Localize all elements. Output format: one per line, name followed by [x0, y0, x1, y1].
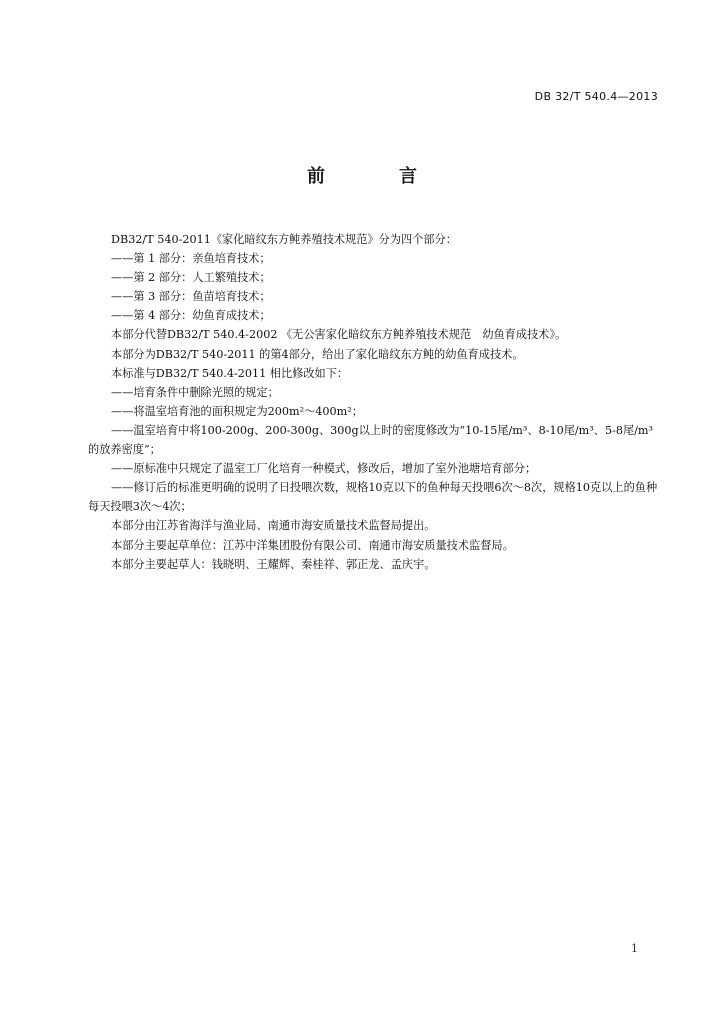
change-item-outdoor-pond: ——原标准中只规定了温室工厂化培育一种模式，修改后，增加了室外池塘培育部分；: [111, 462, 537, 476]
list-item-part-4: ——第 4 部分：幼鱼育成技术；: [111, 309, 271, 323]
paragraph-intro: DB32/T 540-2011《家化暗纹东方鲀养殖技术规范》分为四个部分：: [111, 233, 457, 246]
change-item-density: ——温室培育中将100-200g、200-300g、300g以上时的密度修改为“10-15尾/m³、8-10尾/m³、5-8尾/m³的放养密度”；: [88, 423, 654, 457]
document-code: DB 32/T 540.4—2013: [534, 90, 658, 103]
document-body: [88, 230, 662, 574]
list-item-part-2: ——第 2 部分：人工繁殖技术；: [111, 271, 271, 285]
paragraph-replaces: 本部分代替DB32/T 540.4-2002 《无公害家化暗纹东方鲀养殖技术规范 幼鱼育成技术》。: [111, 328, 567, 342]
list-item-part-3: ——第 3 部分：鱼苗培育技术；: [111, 290, 271, 304]
page-title: 前 言: [307, 166, 445, 187]
paragraph-scope: 本部分为DB32/T 540-2011 的第4部分，给出了家化暗纹东方鲀的幼鱼育成技术。: [111, 347, 524, 361]
page-number: 1: [631, 942, 638, 955]
change-item-lighting: ——培育条件中删除光照的规定；: [111, 385, 279, 399]
list-item-part-1: ——第 1 部分：亲鱼培育技术；: [111, 252, 271, 266]
paragraph-proposer: 本部分由江苏省海洋与渔业局、南通市海安质量技术监督局提出。: [111, 519, 436, 533]
paragraph-drafting-units: 本部分主要起草单位：江苏中洋集团股份有限公司、南通市海安质量技术监督局。: [111, 538, 514, 552]
change-item-feeding: ——修订后的标准更明确的说明了日投喂次数，规格10克以下的鱼种每天投喂6次～8次，规格10克以上的鱼种每天投喂3次～4次；: [88, 481, 658, 514]
paragraph-changes-intro: 本标准与DB32/T 540.4-2011 相比修改如下：: [111, 366, 349, 380]
paragraph-drafters: 本部分主要起草人：钱晓明、王耀辉、秦桂祥、郭正龙、孟庆宇。: [111, 557, 436, 571]
change-item-pond-area: ——将温室培育池的面积规定为200m²～400m²；: [111, 404, 363, 418]
